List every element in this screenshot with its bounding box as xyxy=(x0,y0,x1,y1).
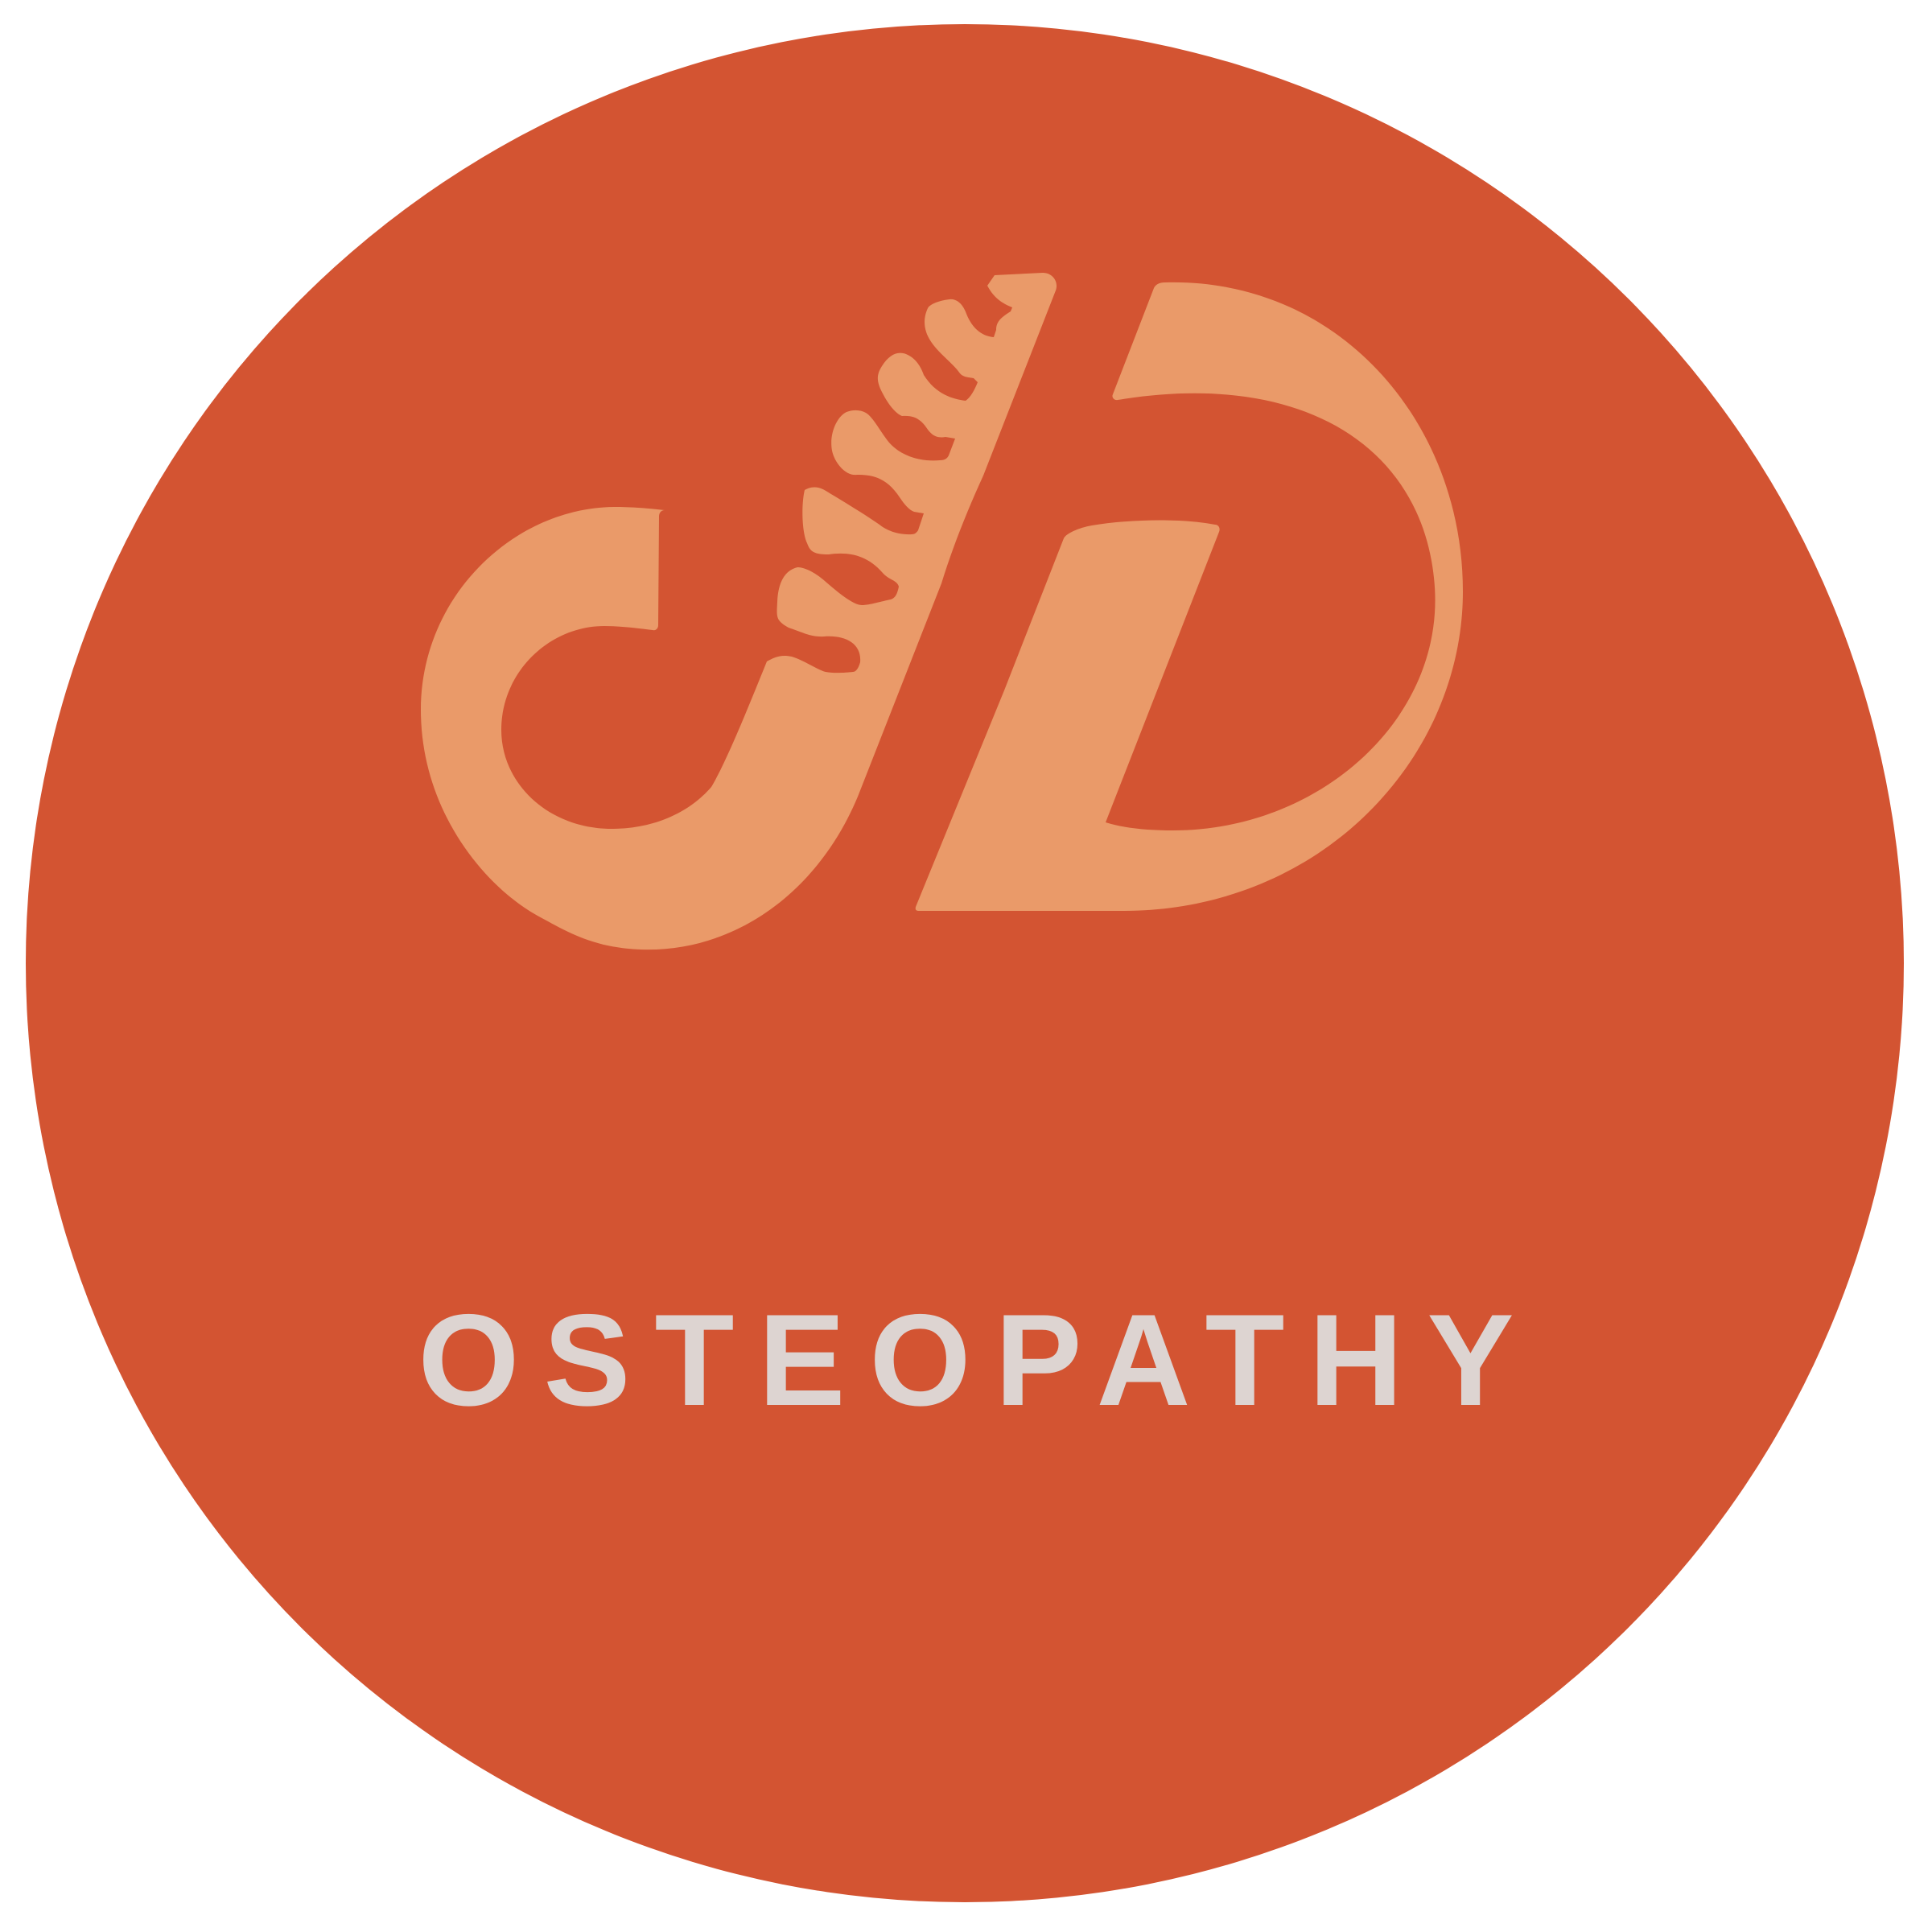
brand-wordmark: OSTEOPATHY xyxy=(418,1287,1539,1433)
